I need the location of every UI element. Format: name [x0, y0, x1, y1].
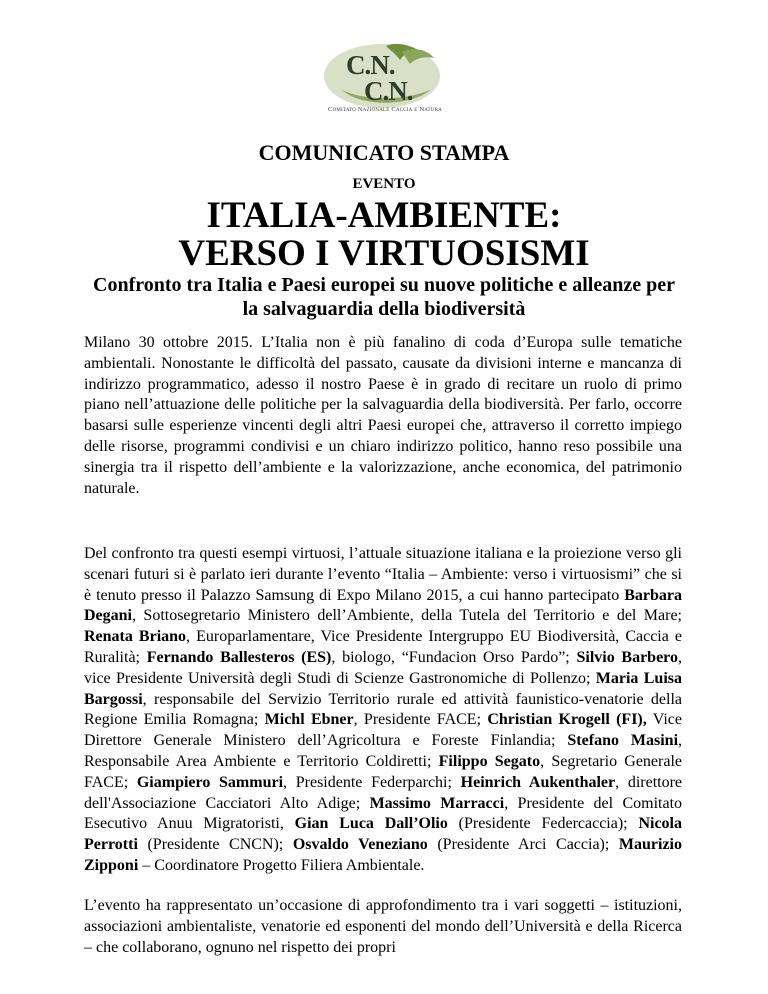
text-run: – Coordinatore Progetto Filiera Ambientale. [138, 856, 425, 874]
text-run: , Presidente Federparchi; [283, 773, 461, 791]
participant-name: Massimo Marracci [369, 794, 505, 812]
text-run: , Europarlamentare, Vice Presidente Intergruppo EU Biodiversità, Caccia e Ruralità; [84, 628, 683, 666]
participant-name: Gian Luca Dall’Olio [294, 815, 448, 833]
text-run: , Segretario Generale FACE; [84, 752, 683, 791]
cncn-logo [322, 40, 448, 120]
participant-name: Nicola Perrotti [84, 815, 682, 854]
participant-name: Heinrich Aukenthaler [460, 773, 616, 791]
participant-name: Maria Luisa Bargossi [84, 669, 682, 708]
text-run: Del confronto tra questi esempi virtuosi, l’attuale situazione italiana e la proiezione verso gli scenari futuri si è parlato ieri durante l’evento “Italia – Ambiente: verso i virtuosismi” che si è tenuto presso il Palazzo Samsung di Expo Milano 2015, a cui hanno partecipato [84, 545, 682, 604]
participant-name: Fernando Ballesteros (ES) [146, 648, 332, 666]
participant-name: Silvio Barbero [576, 648, 678, 666]
participant-name: Filippo Segato [438, 752, 541, 770]
logo-caption: Comitato Nazionale Caccia e Natura [328, 106, 442, 113]
text-run: (Presidente Arci Caccia); [427, 836, 619, 854]
participant-name: Osvaldo Veneziano [292, 836, 428, 854]
text-run: , Presidente del Comitato Esecutivo Anuu Migratoristi, [84, 794, 683, 833]
participant-name: Stefano Masini [567, 732, 679, 750]
event-label: EVENTO [352, 176, 416, 192]
text-run: , biologo, “Fundacion Orso Pardo”; [331, 648, 577, 666]
text-run: , responsabile del Servizio Territorio rurale ed attività faunistico-venatorie della Regione Emilia Romagna; [84, 690, 682, 729]
paragraph-participants [84, 544, 682, 877]
paragraph-event: L’evento ha rappresentato un’occasione di approfondimento tra i vari soggetti – istituzioni, associazioni ambientaliste, venatorie ed esponenti del mondo dell’Università e della Ricerca – che collaborano, ognuno nel rispetto dei propri [84, 897, 682, 956]
text-run: , direttore dell'Associazione Cacciatori Alto Adige; [84, 773, 683, 812]
press-release-label: COMUNICATO STAMPA [258, 140, 510, 165]
logo-text-line1: C.N. [346, 50, 395, 80]
text-run: , Presidente FACE; [353, 711, 488, 729]
text-run: Vice Direttore Generale Ministero dell’Agricoltura e Foreste Finlandia; [84, 711, 683, 750]
participant-name: Giampiero Sammuri [136, 773, 284, 791]
participant-name: Barbara Degani [84, 586, 682, 625]
participant-name: Renata Briano [84, 628, 187, 646]
title-line2: VERSO I VIRTUOSISMI [178, 233, 590, 274]
text-run: (Presidente CNCN); [137, 836, 293, 854]
text-run: (Presidente Federcaccia); [447, 815, 639, 833]
text-run: , vice Presidente Università degli Studi di Scienze Gastronomiche di Pollenzo; [84, 648, 682, 687]
text-run: , Sottosegretario Ministero dell’Ambiente, della Tutela del Territorio e del Mare; [132, 607, 682, 625]
subtitle: Confronto tra Italia e Paesi europei su nuove politiche e alleanze per la salvaguardia della biodiversità [93, 274, 675, 320]
participant-name: Michl Ebner [264, 711, 354, 729]
participant-name: Maurizio Zipponi [84, 836, 682, 874]
text-run: , Responsabile Area Ambiente e Territorio Coldiretti; [84, 732, 683, 770]
participant-name: Christian Krogell (FI), [487, 711, 647, 729]
logo-text-line2: C.N. [364, 76, 413, 106]
title-line1: ITALIA-AMBIENTE: [206, 195, 562, 236]
paragraph-intro: Milano 30 ottobre 2015. L’Italia non è più fanalino di coda d’Europa sulle tematiche ambientali. Nonostante le difficoltà del passato, causate da divisioni interne e mancanza di indirizzo programmatico, adesso il nostro Paese è in grado di recitare un ruolo di primo piano nell’attuazione delle politiche per la salvaguardia della biodiversità. Per farlo, occorre basarsi sulle esperienze vincenti degli altri Paesi europei che, attraverso il corretto impiego delle risorse, programmi condivisi e un chiaro indirizzo politico, hanno reso possibile una sinergia tra il rispetto dell’ambiente e la valorizzazione, anche economica, del patrimonio naturale. [84, 334, 682, 497]
